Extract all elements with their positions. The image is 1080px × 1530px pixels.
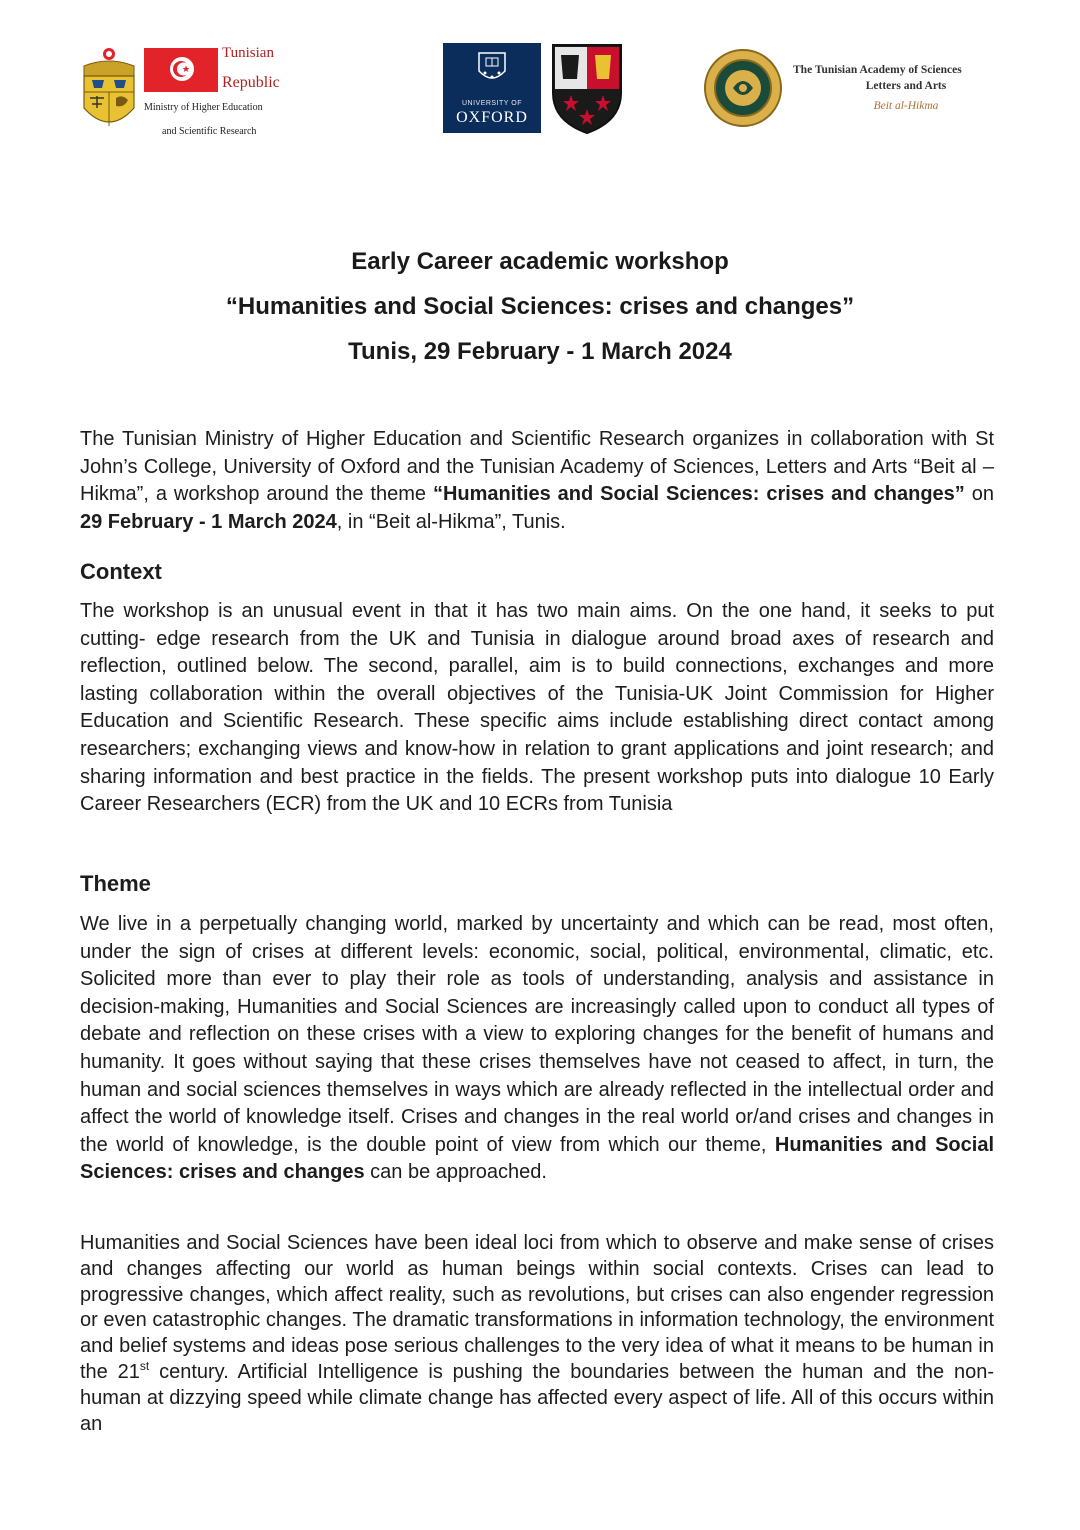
academy-name-line1: The Tunisian Academy of Sciences: [793, 64, 962, 76]
theme-paragraph-1: [80, 911, 994, 1187]
ministry-name-line2: and Scientific Research: [162, 126, 257, 137]
theme-p2-superscript: st: [139, 1358, 150, 1373]
workshop-location-date: Tunis, 29 February - 1 March 2024: [348, 338, 732, 365]
intro-paragraph: [80, 426, 994, 536]
beit-al-hikma-seal-icon: [703, 48, 783, 128]
tunisian-academy-logo: [703, 48, 1023, 128]
theme-p2-text-a: Humanities and Social Sciences have been ideal loci from which to observe and make sense of crises and changes affecting our world as human beings within social contexts. Crises can lead to progressive changes, which affect reality, such as revolutions, but crises can also engender regression or even catastrophic changes. The dramatic transformations in information technology, the environment and belief systems and ideas pose serious challenges to the very idea of what it means to be human in the 21: [80, 1232, 994, 1383]
flag-crescent-disc: [170, 57, 194, 81]
theme-p1-bold: Humanities and Social Sciences: crises and changes: [80, 1133, 995, 1184]
tunisia-coat-of-arms-icon: [78, 46, 140, 136]
theme-paragraph-2: [80, 1231, 994, 1437]
tunisia-ministry-logo: [78, 44, 318, 144]
context-paragraph: The workshop is an unusual event in that it has two main aims. On the one hand, it seeks to put cutting- edge research from the UK and Tunisia in dialogue around broad axes of research and reflection, outlined below. The second, parallel, aim is to build connections, exchanges and more lasting collaboration within the overall objectives of the Tunisia-UK Joint Commission for Higher Education and Scientific Research. These specific aims include establishing direct contact among researchers; exchanging views and know-how in relation to grant applications and joint research; and sharing information and best practice in the fields. The present workshop puts into dialogue 10 Early Career Researchers (ECR) from the UK and 10 ECRs from Tunisia: [80, 600, 994, 816]
context-heading: Context: [80, 559, 162, 584]
oxford-crest-icon: [477, 51, 507, 85]
intro-text-a: The Tunisian Ministry of Higher Education and Scientific Research organizes in collaboration with St John’s College, University of Oxford and the Tunisian Academy of Sciences, Letters and Arts “Beit al –Hikma”, a workshop around the theme: [80, 428, 994, 506]
tunisian-label: Tunisian: [222, 45, 274, 61]
academy-name-line2: Letters and Arts: [865, 80, 947, 92]
workshop-title: Early Career academic workshop: [351, 248, 729, 275]
workshop-theme-title: “Humanities and Social Sciences: crises and changes”: [225, 293, 855, 320]
intro-theme-bold: “Humanities and Social Sciences: crises and changes”: [432, 483, 965, 506]
oxford-university-of: UNIVERSITY OF: [461, 100, 523, 107]
crescent-star-icon: [170, 57, 194, 81]
theme-heading: Theme: [80, 871, 151, 896]
flag-red-field: [144, 48, 218, 92]
intro-date-bold: 29 February - 1 March 2024: [80, 510, 337, 533]
st-johns-college-shield-icon: [551, 43, 623, 135]
tunisia-flag: [144, 45, 296, 104]
theme-p1-text-a: We live in a perpetually changing world, marked by uncertainty and which can be read, most often, under the sign of crises at different levels: economic, social, political, environmental, climatic, etc. Solicited more than ever to play their role as tools of understanding, analysis and assistance in decision-making, Humanities and Social Sciences are increasingly called upon to conduct all types of debate and reflection on these crises with a view to exploring changes for the benefit of humans and humanity. It goes without saying that these crises themselves have not ceased to affect, in turn, the human and social sciences themselves in ways which are already reflected in the intellectual order and affect the world of knowledge itself. Crises and changes in the real world or/and crises and changes in the world of knowledge, is the double point of view from which our theme,: [80, 913, 994, 1156]
theme-p1-text-b: can be approached.: [364, 1161, 547, 1184]
page-header: [0, 0, 1080, 150]
ministry-name-line1: Ministry of Higher Education: [144, 102, 263, 113]
intro-text-b: on: [964, 483, 994, 506]
oxford-logos: [443, 43, 629, 135]
oxford-name: OXFORD: [456, 109, 528, 126]
oxford-university-logo: [443, 43, 541, 133]
republic-label: Republic: [222, 74, 280, 91]
theme-p2-text-b: century. Artificial Intelligence is pushing the boundaries between the human and the non-human at dizzying speed while climate change has affected every aspect of life. All of this occurs within an: [80, 1360, 995, 1435]
academy-name-line3: Beit al-Hikma: [873, 100, 939, 112]
intro-text-c: , in “Beit al-Hikma”, Tunis.: [336, 510, 566, 533]
